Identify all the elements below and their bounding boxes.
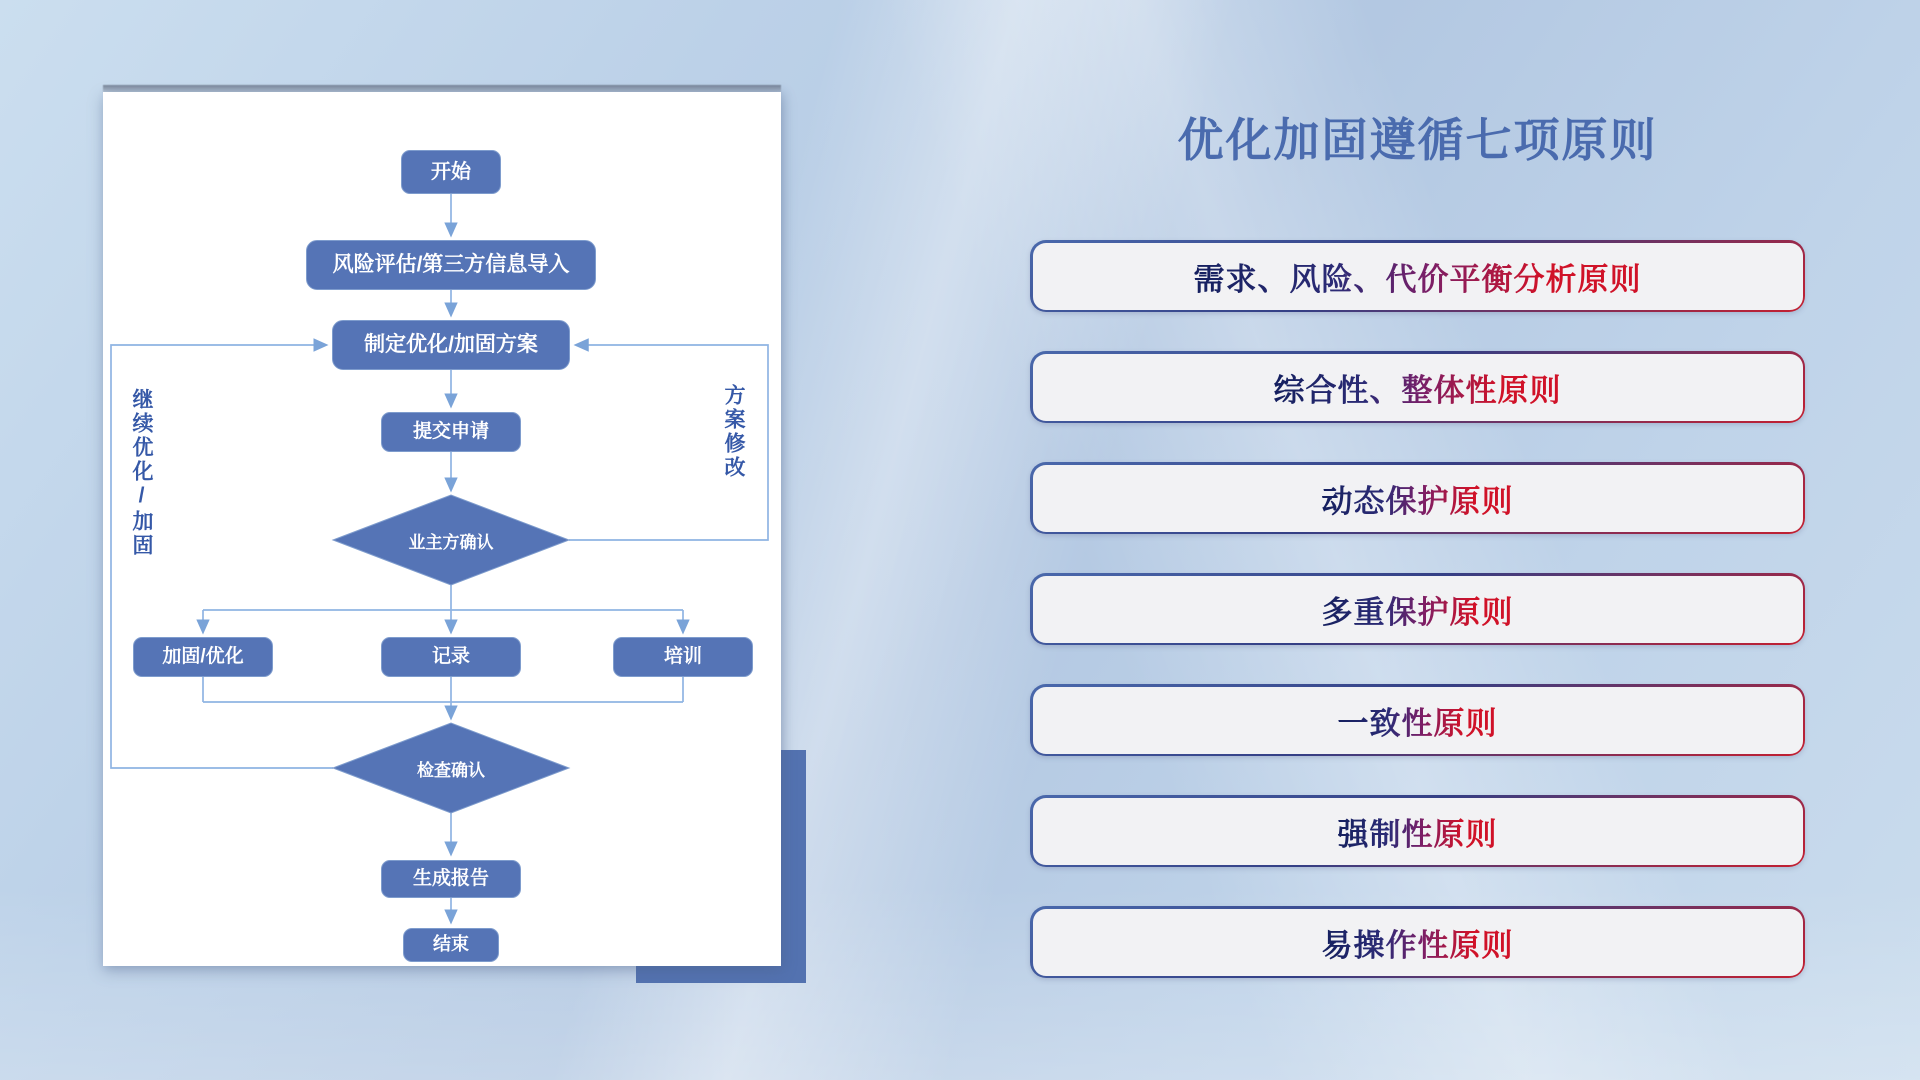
principle-text: 需求、风险、代价平衡分析原则	[1194, 254, 1642, 299]
node-owner-confirm-label: 业主方确认	[408, 532, 494, 552]
node-harden-optimize: 加固/优化	[133, 637, 273, 677]
node-record: 记录	[381, 637, 521, 677]
principle-item	[1030, 684, 1805, 756]
principle-item	[1030, 573, 1805, 645]
flowchart-card	[103, 92, 781, 966]
node-check-confirm-label: 检查确认	[417, 760, 485, 780]
principle-item	[1030, 462, 1805, 534]
principle-item	[1030, 906, 1805, 978]
principle-text: 一致性原则	[1338, 698, 1498, 743]
principle-item	[1030, 351, 1805, 423]
node-submit-application: 提交申请	[381, 412, 521, 452]
principle-text: 强制性原则	[1338, 809, 1498, 854]
loop-label-plan-revision: 方案修改	[722, 384, 745, 480]
node-make-plan: 制定优化/加固方案	[332, 320, 570, 370]
node-risk-assessment: 风险评估/第三方信息导入	[306, 240, 596, 290]
principle-item	[1030, 795, 1805, 867]
panel-title: 优化加固遵循七项原则	[1177, 114, 1658, 166]
principle-text: 综合性、整体性原则	[1274, 365, 1562, 410]
principle-text: 动态保护原则	[1322, 476, 1514, 521]
node-training: 培训	[613, 637, 753, 677]
loop-label-continue-optimize: 继续优化/加固	[130, 388, 153, 558]
principles-list	[1030, 240, 1805, 1017]
principle-text: 易操作性原则	[1322, 920, 1514, 965]
node-end: 结束	[403, 928, 499, 962]
node-start: 开始	[401, 150, 501, 194]
node-generate-report: 生成报告	[381, 860, 521, 898]
principle-item	[1030, 240, 1805, 312]
principle-text: 多重保护原则	[1322, 587, 1514, 632]
